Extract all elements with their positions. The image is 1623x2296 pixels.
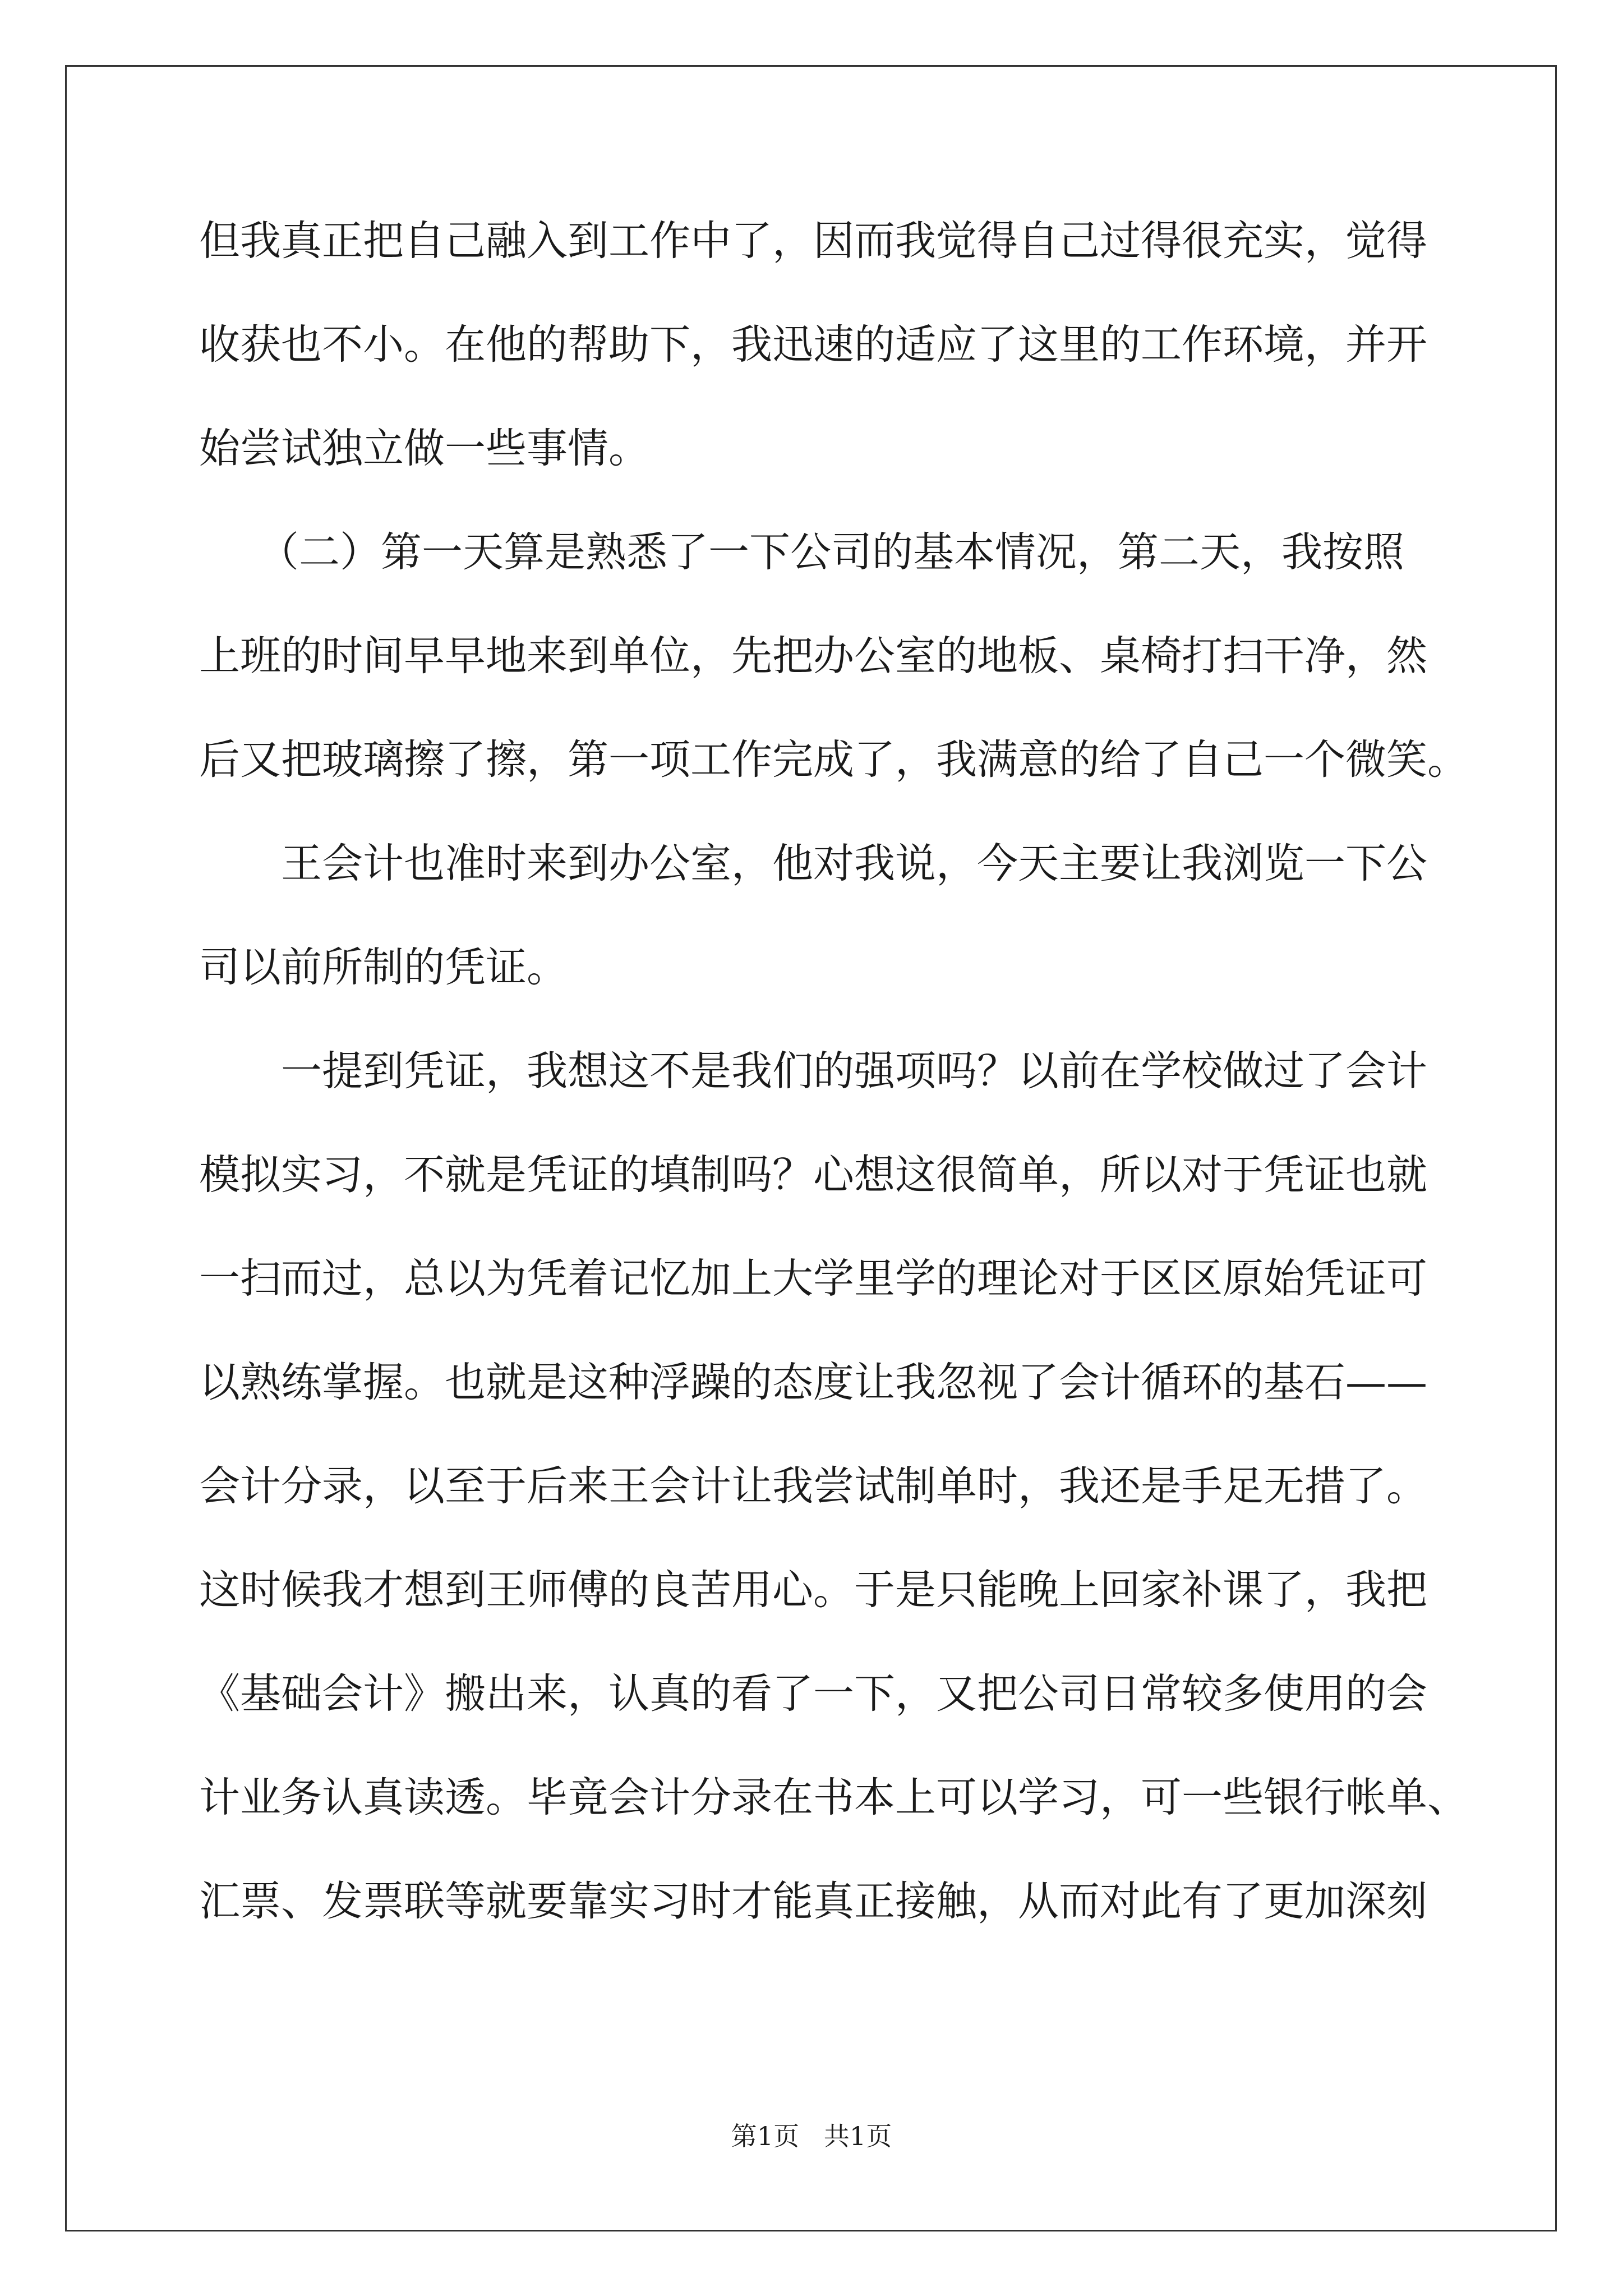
text-line: 后又把玻璃擦了擦，第一项工作完成了，我满意的给了自己一个微笑。 xyxy=(199,736,1468,784)
text-line: 始尝试独立做一些事情。 xyxy=(199,425,649,472)
text-line: 汇票、发票联等就要靠实习时才能真正接触，从而对此有了更加深刻 xyxy=(199,1878,1427,1925)
text-line: 一扫而过，总以为凭着记忆加上大学里学的理论对于区区原始凭证可 xyxy=(199,1255,1427,1303)
page-footer: 第1页 共1页 xyxy=(731,2121,892,2151)
document-body xyxy=(199,213,1468,1977)
paragraph-start-line: 王会计也准时来到办公室，他对我说，今天主要让我浏览一下公 xyxy=(281,840,1427,887)
text-line: 模拟实习，不就是凭证的填制吗？心想这很简单，所以对于凭证也就 xyxy=(199,1151,1427,1199)
text-line: 以熟练掌握。也就是这种浮躁的态度让我忽视了会计循环的基石—— xyxy=(199,1359,1427,1406)
text-line: 这时候我才想到王师傅的良苦用心。于是只能晚上回家补课了，我把 xyxy=(199,1566,1427,1614)
paragraph-start-line: 一提到凭证，我想这不是我们的强项吗？以前在学校做过了会计 xyxy=(281,1047,1427,1095)
text-line: 《基础会计》搬出来，认真的看了一下，又把公司日常较多使用的会 xyxy=(199,1670,1427,1718)
text-line: 收获也不小。在他的帮助下，我迅速的适应了这里的工作环境，并开 xyxy=(199,321,1427,369)
paragraph-start-line: （二）第一天算是熟悉了一下公司的基本情况，第二天，我按照 xyxy=(258,528,1404,576)
text-line: 但我真正把自己融入到工作中了，因而我觉得自己过得很充实，觉得 xyxy=(199,217,1427,265)
text-line: 上班的时间早早地来到单位，先把办公室的地板、桌椅打扫干净，然 xyxy=(199,632,1427,680)
text-line: 会计分录，以至于后来王会计让我尝试制单时，我还是手足无措了。 xyxy=(199,1462,1427,1510)
text-line: 司以前所制的凭证。 xyxy=(199,944,568,991)
text-line: 计业务认真读透。毕竟会计分录在书本上可以学习，可一些银行帐单、 xyxy=(199,1774,1468,1821)
